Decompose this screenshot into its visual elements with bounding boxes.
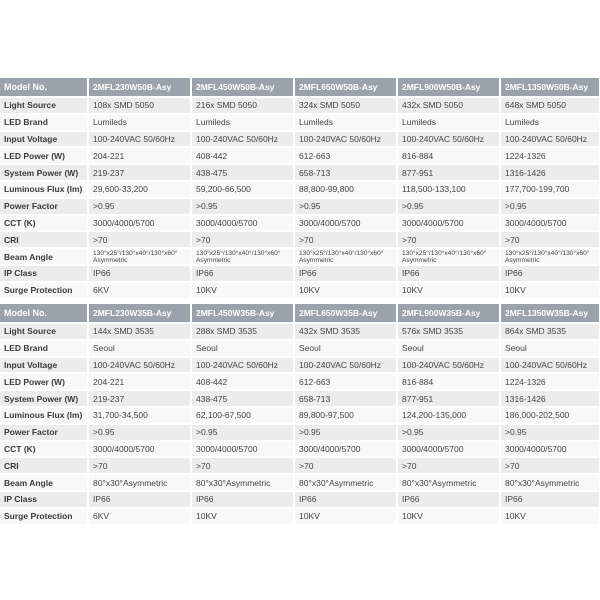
table-row <box>0 424 600 441</box>
value-cell: 3000/4000/5700 <box>88 215 191 232</box>
value-cell: IP66 <box>88 491 191 508</box>
value-cell: 216x SMD 5050 <box>191 97 294 114</box>
value-cell: 438-475 <box>191 390 294 407</box>
value-cell: >0.95 <box>294 198 397 215</box>
value-cell: Seoul <box>397 340 500 357</box>
value-cell: 130°x25°/130°x40°/130°x60° Asymmetric <box>500 248 600 265</box>
value-cell: 100-240VAC 50/60Hz <box>294 131 397 148</box>
header-cell: 2MFL900W35B-Asy <box>397 304 500 323</box>
value-cell: 324x SMD 5050 <box>294 97 397 114</box>
value-cell: 10KV <box>191 508 294 525</box>
value-cell: 186,000-202,500 <box>500 407 600 424</box>
value-cell: >70 <box>88 231 191 248</box>
table-row <box>0 407 600 424</box>
value-cell: 6KV <box>88 282 191 299</box>
value-cell: Seoul <box>500 340 600 357</box>
value-cell: 100-240VAC 50/60Hz <box>500 131 600 148</box>
value-cell: 10KV <box>500 508 600 525</box>
value-cell: 10KV <box>294 282 397 299</box>
value-cell: 648x SMD 5050 <box>500 97 600 114</box>
row-label: LED Brand <box>0 114 88 131</box>
value-cell: Lumileds <box>397 114 500 131</box>
row-label: CRI <box>0 231 88 248</box>
value-cell: Lumileds <box>294 114 397 131</box>
value-cell: 130°x25°/130°x40°/130°x60° Asymmetric <box>88 248 191 265</box>
value-cell: 432x SMD 5050 <box>397 97 500 114</box>
value-cell: 59,200-66,500 <box>191 181 294 198</box>
row-label: CRI <box>0 457 88 474</box>
value-cell: 88,800-99,800 <box>294 181 397 198</box>
value-cell: 3000/4000/5700 <box>500 215 600 232</box>
table-row <box>0 323 600 340</box>
value-cell: >70 <box>294 231 397 248</box>
value-cell: 144x SMD 3535 <box>88 323 191 340</box>
value-cell: 3000/4000/5700 <box>397 441 500 458</box>
value-cell: 130°x25°/130°x40°/130°x60° Asymmetric <box>397 248 500 265</box>
table-row <box>0 181 600 198</box>
value-cell: 80°x30°Asymmetric <box>500 474 600 491</box>
value-cell: 29,600-33,200 <box>88 181 191 198</box>
table-row <box>0 265 600 282</box>
value-cell: >0.95 <box>191 198 294 215</box>
value-cell: 204-221 <box>88 147 191 164</box>
value-cell: 3000/4000/5700 <box>88 441 191 458</box>
table-row <box>0 373 600 390</box>
value-cell: 10KV <box>397 282 500 299</box>
value-cell: >70 <box>88 457 191 474</box>
value-cell: >0.95 <box>500 198 600 215</box>
value-cell: 3000/4000/5700 <box>191 215 294 232</box>
table-row <box>0 491 600 508</box>
value-cell: 31,700-34,500 <box>88 407 191 424</box>
table-row <box>0 282 600 299</box>
table-row <box>0 390 600 407</box>
value-cell: 219-237 <box>88 390 191 407</box>
value-cell: 80°x30°Asymmetric <box>191 474 294 491</box>
value-cell: >70 <box>191 231 294 248</box>
value-cell: 100-240VAC 50/60Hz <box>88 357 191 374</box>
header-cell: 2MFL450W50B-Asy <box>191 78 294 97</box>
value-cell: >70 <box>397 231 500 248</box>
value-cell: 438-475 <box>191 164 294 181</box>
row-label: IP Class <box>0 265 88 282</box>
row-label: Light Source <box>0 97 88 114</box>
value-cell: IP66 <box>500 491 600 508</box>
value-cell: Lumileds <box>500 114 600 131</box>
table-row <box>0 231 600 248</box>
value-cell: Lumileds <box>88 114 191 131</box>
value-cell: IP66 <box>88 265 191 282</box>
value-cell: 124,200-135,000 <box>397 407 500 424</box>
spec-table-50b <box>0 78 600 300</box>
value-cell: 100-240VAC 50/60Hz <box>294 357 397 374</box>
row-label: Surge Protection <box>0 508 88 525</box>
row-label: Input Voltage <box>0 131 88 148</box>
header-cell: 2MFL1350W50B-Asy <box>500 78 600 97</box>
value-cell: 1316-1426 <box>500 390 600 407</box>
value-cell: 100-240VAC 50/60Hz <box>397 357 500 374</box>
value-cell: 100-240VAC 50/60Hz <box>191 131 294 148</box>
value-cell: IP66 <box>191 491 294 508</box>
header-cell: Model No. <box>0 78 88 97</box>
value-cell: 219-237 <box>88 164 191 181</box>
value-cell: >0.95 <box>294 424 397 441</box>
row-label: CCT (K) <box>0 441 88 458</box>
value-cell: >0.95 <box>397 198 500 215</box>
value-cell: 432x SMD 3535 <box>294 323 397 340</box>
table-row <box>0 340 600 357</box>
table-row <box>0 474 600 491</box>
spec-table-35b <box>0 304 600 526</box>
value-cell: 877-951 <box>397 390 500 407</box>
value-cell: 10KV <box>500 282 600 299</box>
value-cell: >0.95 <box>500 424 600 441</box>
value-cell: 204-221 <box>88 373 191 390</box>
value-cell: 3000/4000/5700 <box>294 215 397 232</box>
header-cell: 2MFL900W50B-Asy <box>397 78 500 97</box>
row-label: Surge Protection <box>0 282 88 299</box>
value-cell: 877-951 <box>397 164 500 181</box>
value-cell: 408-442 <box>191 147 294 164</box>
row-label: Light Source <box>0 323 88 340</box>
table-row <box>0 457 600 474</box>
header-cell: 2MFL650W35B-Asy <box>294 304 397 323</box>
header-row <box>0 78 600 97</box>
value-cell: 612-663 <box>294 373 397 390</box>
value-cell: >70 <box>500 231 600 248</box>
value-cell: 62,100-67,500 <box>191 407 294 424</box>
value-cell: 864x SMD 3535 <box>500 323 600 340</box>
header-row <box>0 304 600 323</box>
table-row <box>0 131 600 148</box>
value-cell: IP66 <box>397 491 500 508</box>
value-cell: Lumileds <box>191 114 294 131</box>
table-row <box>0 441 600 458</box>
value-cell: 3000/4000/5700 <box>500 441 600 458</box>
value-cell: IP66 <box>294 265 397 282</box>
value-cell: 3000/4000/5700 <box>191 441 294 458</box>
value-cell: 130°x25°/130°x40°/130°x60° Asymmetric <box>294 248 397 265</box>
value-cell: 6KV <box>88 508 191 525</box>
value-cell: 100-240VAC 50/60Hz <box>88 131 191 148</box>
value-cell: 100-240VAC 50/60Hz <box>397 131 500 148</box>
value-cell: >70 <box>191 457 294 474</box>
table-row <box>0 164 600 181</box>
table-row <box>0 97 600 114</box>
value-cell: >0.95 <box>397 424 500 441</box>
value-cell: 100-240VAC 50/60Hz <box>191 357 294 374</box>
value-cell: 10KV <box>191 282 294 299</box>
value-cell: 108x SMD 5050 <box>88 97 191 114</box>
header-cell: 2MFL450W35B-Asy <box>191 304 294 323</box>
value-cell: 10KV <box>397 508 500 525</box>
row-label: System Power (W) <box>0 164 88 181</box>
value-cell: >0.95 <box>88 424 191 441</box>
value-cell: 80°x30°Asymmetric <box>88 474 191 491</box>
row-label: Beam Angle <box>0 474 88 491</box>
value-cell: >0.95 <box>88 198 191 215</box>
value-cell: 288x SMD 3535 <box>191 323 294 340</box>
row-label: Luminous Flux (lm) <box>0 181 88 198</box>
row-label: Luminous Flux (lm) <box>0 407 88 424</box>
row-label: LED Brand <box>0 340 88 357</box>
value-cell: 3000/4000/5700 <box>397 215 500 232</box>
value-cell: 10KV <box>294 508 397 525</box>
value-cell: >0.95 <box>191 424 294 441</box>
value-cell: IP66 <box>191 265 294 282</box>
value-cell: 1224-1326 <box>500 373 600 390</box>
table-row <box>0 147 600 164</box>
header-cell: Model No. <box>0 304 88 323</box>
value-cell: 408-442 <box>191 373 294 390</box>
table-row <box>0 357 600 374</box>
header-cell: 2MFL230W50B-Asy <box>88 78 191 97</box>
row-label: IP Class <box>0 491 88 508</box>
header-cell: 2MFL230W35B-Asy <box>88 304 191 323</box>
value-cell: 3000/4000/5700 <box>294 441 397 458</box>
value-cell: 658-713 <box>294 164 397 181</box>
value-cell: 1224-1326 <box>500 147 600 164</box>
value-cell: >70 <box>500 457 600 474</box>
table-row <box>0 248 600 265</box>
value-cell: Seoul <box>88 340 191 357</box>
table-row <box>0 198 600 215</box>
row-label: Power Factor <box>0 424 88 441</box>
value-cell: Seoul <box>191 340 294 357</box>
value-cell: 80°x30°Asymmetric <box>294 474 397 491</box>
row-label: Beam Angle <box>0 248 88 265</box>
header-cell: 2MFL1350W35B-Asy <box>500 304 600 323</box>
value-cell: 130°x25°/130°x40°/130°x60° Asymmetric <box>191 248 294 265</box>
value-cell: 816-884 <box>397 147 500 164</box>
row-label: LED Power (W) <box>0 147 88 164</box>
value-cell: >70 <box>294 457 397 474</box>
value-cell: 80°x30°Asymmetric <box>397 474 500 491</box>
row-label: System Power (W) <box>0 390 88 407</box>
table-row <box>0 215 600 232</box>
row-label: Input Voltage <box>0 357 88 374</box>
header-cell: 2MFL650W50B-Asy <box>294 78 397 97</box>
value-cell: >70 <box>397 457 500 474</box>
value-cell: 100-240VAC 50/60Hz <box>500 357 600 374</box>
value-cell: 177,700-199,700 <box>500 181 600 198</box>
row-label: LED Power (W) <box>0 373 88 390</box>
value-cell: IP66 <box>500 265 600 282</box>
value-cell: 118,500-133,100 <box>397 181 500 198</box>
value-cell: 89,800-97,500 <box>294 407 397 424</box>
value-cell: 1316-1426 <box>500 164 600 181</box>
value-cell: IP66 <box>397 265 500 282</box>
value-cell: 576x SMD 3535 <box>397 323 500 340</box>
value-cell: 612-663 <box>294 147 397 164</box>
row-label: Power Factor <box>0 198 88 215</box>
value-cell: Seoul <box>294 340 397 357</box>
row-label: CCT (K) <box>0 215 88 232</box>
table-row <box>0 508 600 525</box>
value-cell: 658-713 <box>294 390 397 407</box>
table-row <box>0 114 600 131</box>
value-cell: 816-884 <box>397 373 500 390</box>
value-cell: IP66 <box>294 491 397 508</box>
